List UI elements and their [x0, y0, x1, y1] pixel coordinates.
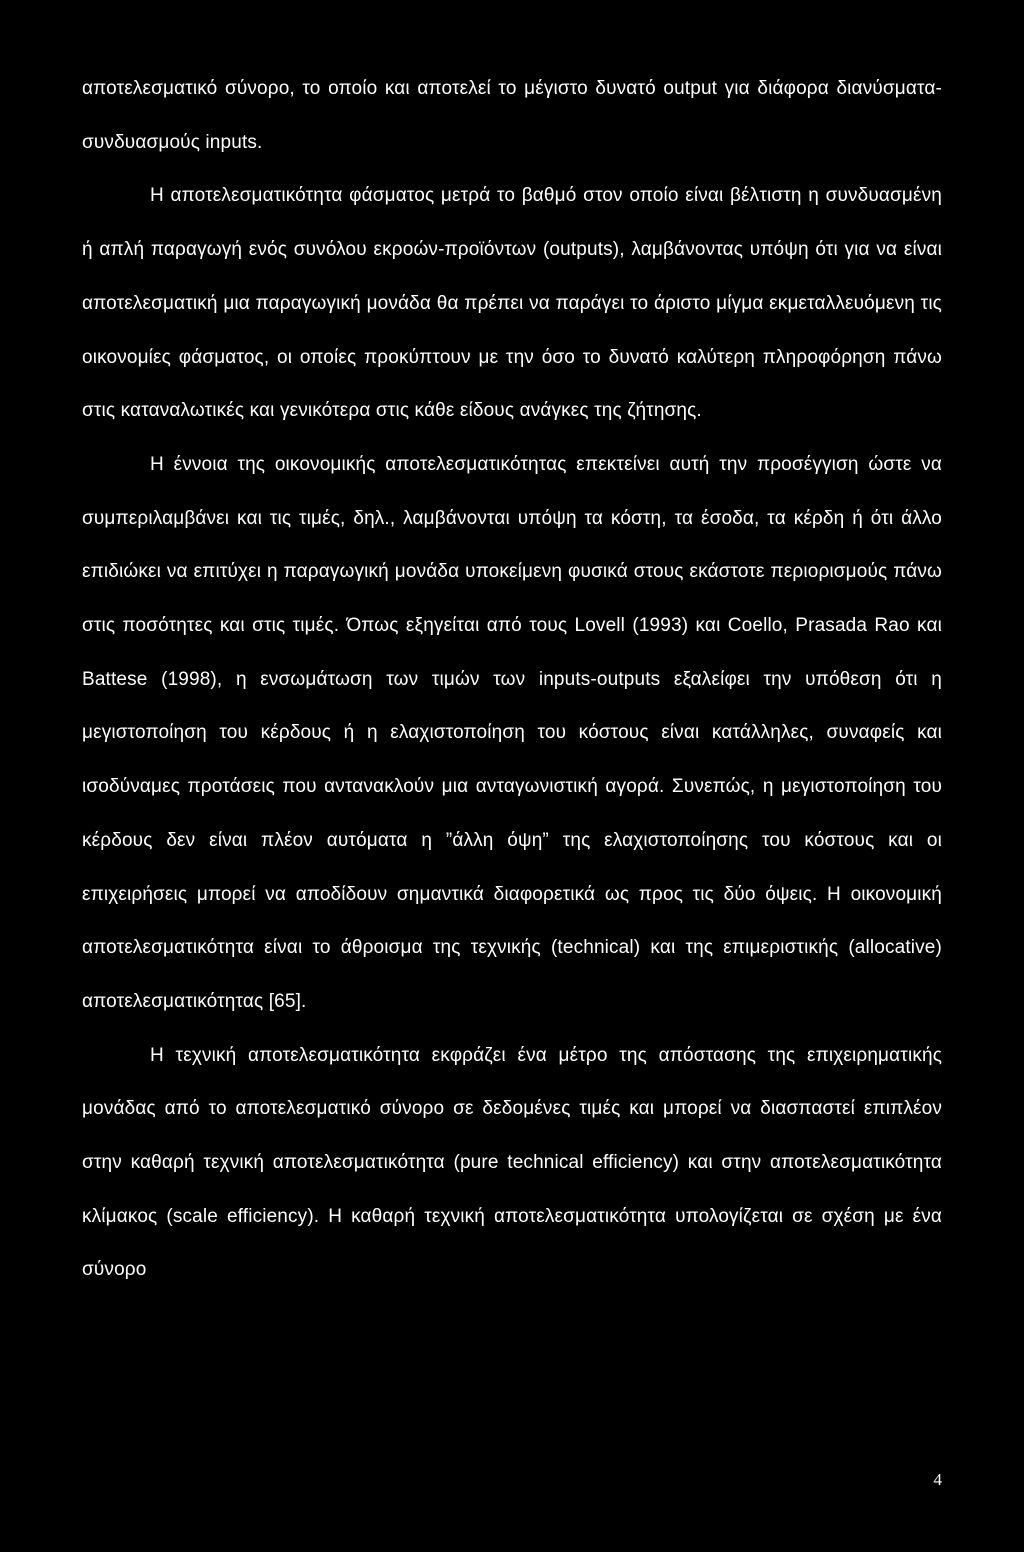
paragraph-4: Η τεχνική αποτελεσματικότητα εκφράζει ένα μέτρο της απόστασης της επιχειρηματικής μονάδας από το αποτελεσματικό σύνορο σε δεδομένες τιμές και μπορεί να διασπαστεί επιπλέον στην καθαρή τεχνική αποτελεσματικότητα (pure technical efficiency) και στην αποτελεσματικότητα κλίμακος (scale efficiency). Η καθαρή τεχνική αποτελεσματικότητα υπολογίζεται σε σχέση με ένα σύνορο — [82, 1044, 942, 1281]
page-number: 4 — [933, 1470, 942, 1489]
document-body — [82, 62, 942, 1297]
paragraph-2: Η αποτελεσματικότητα φάσματος μετρά το βαθμό στον οποίο είναι βέλτιστη η συνδυασμένη ή απλή παραγωγή ενός συνόλου εκροών-προϊόντων (outputs), λαμβάνοντας υπόψη ότι για να είναι αποτελεσματική μια παραγωγική μονάδα θα πρέπει να παράγει το άριστο μίγμα εκμεταλλευόμενη τις οικονομίες φάσματος, οι οποίες προκύπτουν με την όσο το δυνατό καλύτερη πληροφόρηση πάνω στις καταναλωτικές και γενικότερα στις κάθε είδους ανάγκες της ζήτησης. — [82, 185, 942, 422]
paragraph-1: αποτελεσματικό σύνορο, το οποίο και αποτελεί το μέγιστο δυνατό output για διάφορα διανύσματα-συνδυασμούς inputs. — [82, 78, 942, 153]
paragraph-3: Η έννοια της οικονομικής αποτελεσματικότητας επεκτείνει αυτή την προσέγγιση ώστε να συμπεριλαμβάνει και τις τιμές, δηλ., λαμβάνονται υπόψη τα κόστη, τα έσοδα, τα κέρδη ή ότι άλλο επιδιώκει να επιτύχει η παραγωγική μονάδα υποκείμενη φυσικά στους εκάστοτε περιορισμούς πάνω στις ποσότητες και στις τιμές. Όπως εξηγείται από τους Lovell (1993) και Coello, Prasada Rao και Battese (1998), η ενσωμάτωση των τιμών των inputs-outputs εξαλείφει την υπόθεση ότι η μεγιστοποίηση του κέρδους ή η ελαχιστοποίηση του κόστους είναι κατάλληλες, συναφείς και ισοδύναμες προτάσεις που αντανακλούν μια ανταγωνιστική αγορά. Συνεπώς, η μεγιστοποίηση του κέρδους δεν είναι πλέον αυτόματα η ”άλλη όψη” της ελαχιστοποίησης του κόστους και οι επιχειρήσεις μπορεί να αποδίδουν σημαντικά διαφορετικά ως προς τις δύο όψεις. Η οικονομική αποτελεσματικότητα είναι το άθροισμα της τεχνικής (technical) και της επιμεριστικής (allocative) αποτελεσματικότητας [65]. — [82, 453, 942, 1012]
